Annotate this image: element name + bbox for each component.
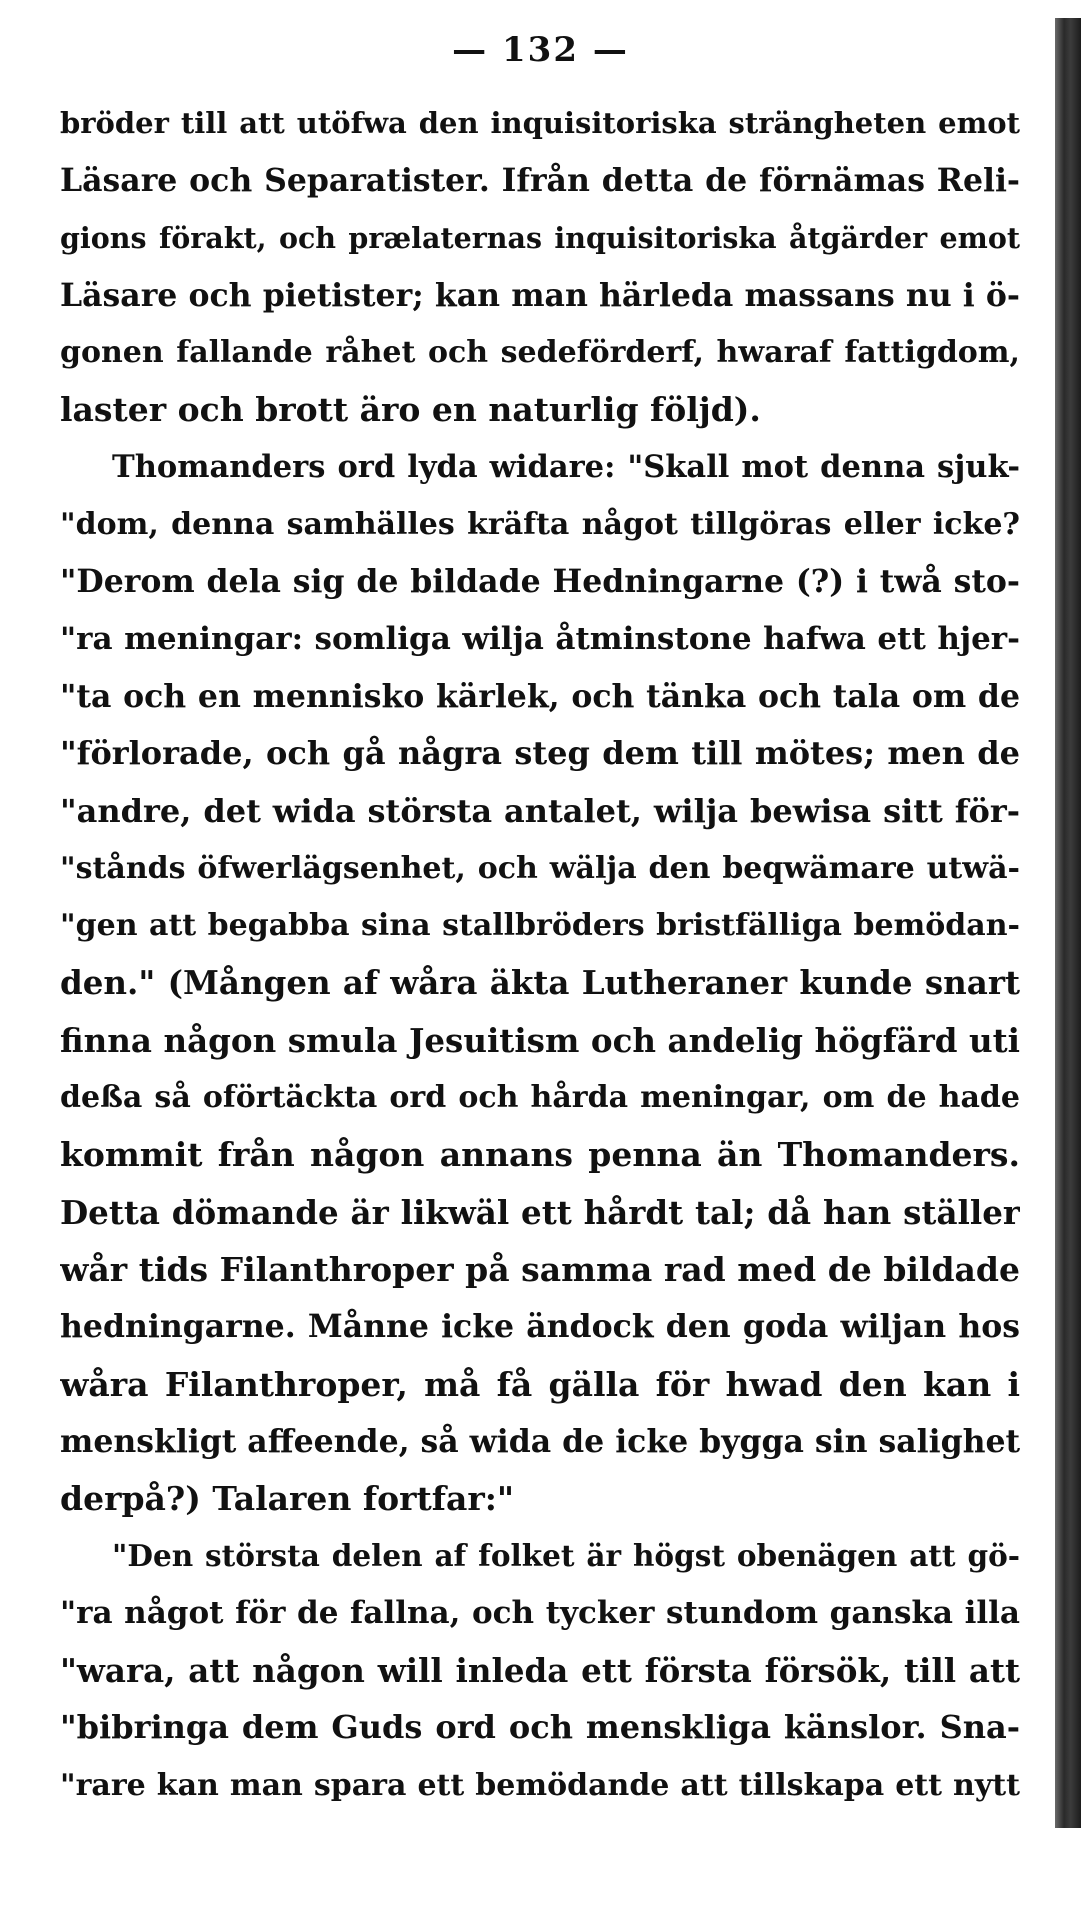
text-line: deßa så oförtäckta ord och hårda meningar, om de hade bbox=[60, 1080, 1020, 1116]
text-line: Thomanders ord lyda widare: "Skall mot denna sjuk- bbox=[112, 448, 1020, 485]
text-line: "ra något för de fallna, och tycker stundom ganska illa bbox=[60, 1594, 1020, 1631]
text-line: finna någon smula Jesuitism och andelig högfärd uti bbox=[60, 1020, 1020, 1060]
text-line: "bibringa dem Guds ord och menskliga känslor. Sna- bbox=[60, 1708, 1020, 1747]
text-line: menskligt affeende, så wida de icke bygga sin salighet bbox=[60, 1422, 1020, 1460]
text-line: Läsare och Separatister. Ifrån detta de förnämas Reli- bbox=[60, 162, 1020, 200]
text-line: "andre, det wida största antalet, wilja bewisa sitt för- bbox=[60, 791, 1020, 830]
book-spine-edge bbox=[1055, 18, 1081, 1828]
text-line: wåra Filanthroper, må få gälla för hwad den kan i bbox=[60, 1364, 1020, 1404]
text-line: gonen fallande råhet och sedeförderf, hwaraf fattigdom, bbox=[60, 335, 1020, 371]
text-line: "förlorade, och gå några steg dem till mötes; men de bbox=[60, 734, 1020, 773]
text-line: "ta och en mennisko kärlek, och tänka och tala om de bbox=[60, 677, 1020, 715]
text-line: "dom, denna samhälles kräfta något tillgöras eller icke? bbox=[60, 507, 1020, 543]
text-line: bröder till att utöfwa den inquisitoriska strängheten emot bbox=[60, 106, 1020, 140]
text-line: "stånds öfwerlägsenhet, och wälja den beqwämare utwä- bbox=[60, 850, 1020, 886]
page-number: — 132 — bbox=[452, 30, 629, 70]
text-line: Detta dömande är likwäl ett hårdt tal; då han ställer bbox=[60, 1192, 1020, 1232]
text-line: "Derom dela sig de bildade Hedningarne (?) i twå sto- bbox=[60, 563, 1020, 601]
text-line: gions förakt, och prælaternas inquisitoriska åtgärder emot bbox=[60, 220, 1020, 255]
body-text bbox=[60, 95, 1020, 1814]
text-line: "Den största delen af folket är högst obenägen att gö- bbox=[112, 1538, 1020, 1574]
text-line: den." (Mången af wåra äkta Lutheraner kunde snart bbox=[60, 963, 1020, 1003]
text-line: "rare kan man spara ett bemödande att tillskapa ett nytt bbox=[60, 1767, 1020, 1803]
text-line: kommit från någon annans penna än Thomanders. bbox=[60, 1135, 1020, 1175]
text-line: "wara, att någon will inleda ett första försök, till att bbox=[60, 1651, 1020, 1691]
text-line: "ra meningar: somliga wilja åtminstone hafwa ett hjer- bbox=[60, 620, 1020, 657]
text-line: laster och brott äro en naturlig följd). bbox=[60, 390, 761, 430]
text-line: hedningarne. Månne icke ändock den goda wiljan hos bbox=[60, 1308, 1020, 1346]
text-line: "gen att begabba sina stallbröders bristfälliga bemödan- bbox=[60, 908, 1020, 944]
text-line: derpå?) Talaren fortfar:" bbox=[60, 1479, 515, 1519]
text-line: wår tids Filanthroper på samma rad med de bildade bbox=[60, 1249, 1020, 1289]
text-line: Läsare och pietister; kan man härleda massans nu i ö- bbox=[60, 276, 1020, 314]
